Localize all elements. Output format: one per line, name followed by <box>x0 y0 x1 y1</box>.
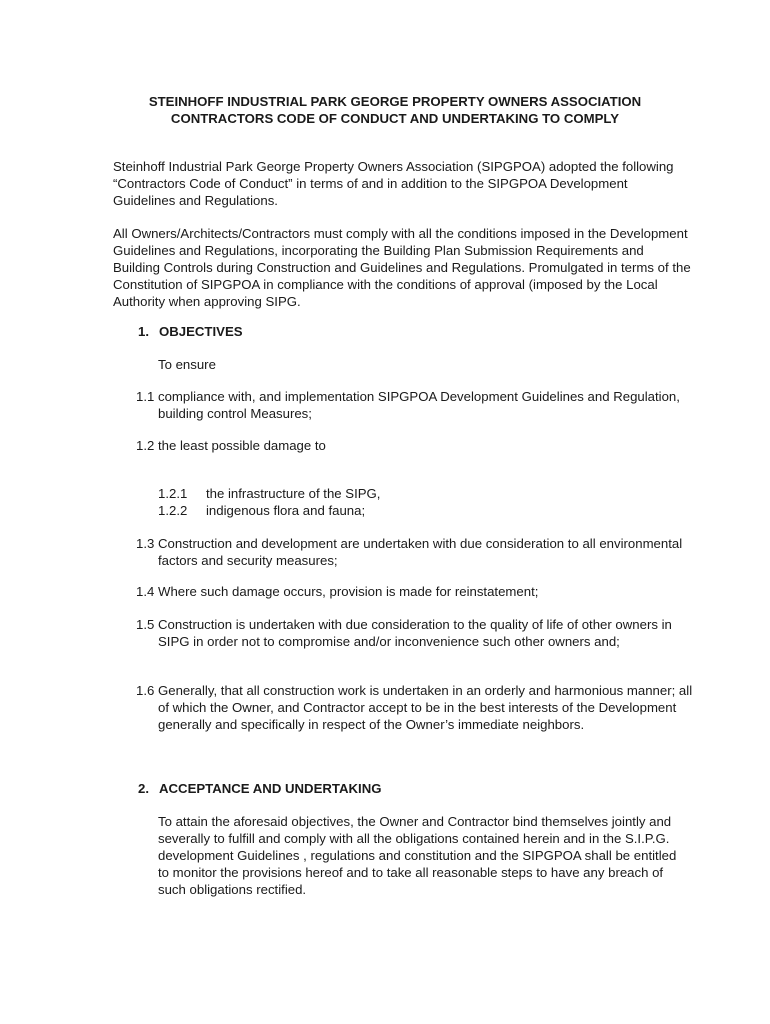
list-item-1-1 <box>136 388 703 422</box>
section-2-body: To attain the aforesaid objectives, the Owner and Contractor bind themselves jointly and severally to fulfill and comply with all the obligations contained herein and in the S.I.P.G. development Guidelines , regulations and constitution and the SIPGPOA shall be entitled to monitor the provisions hereof and to take all reasonable steps to have any breach of such obligations rectified. <box>158 814 677 897</box>
section-2-number: 2. <box>138 781 149 796</box>
list-item-number: 1.3 <box>136 536 155 551</box>
section-1-number: 1. <box>138 324 149 339</box>
list-item-1-6 <box>136 682 703 733</box>
section-1-lead: To ensure <box>158 357 216 372</box>
list-item-text: Construction and development are undertaken with due consideration to all environmental factors and security measures; <box>158 536 683 568</box>
section-2-heading <box>138 780 381 797</box>
list-item-text: Where such damage occurs, provision is made for reinstatement; <box>158 584 539 599</box>
list-item-1-4 <box>136 583 703 600</box>
section-1-title: OBJECTIVES <box>159 324 243 339</box>
sub-item-text: the infrastructure of the SIPG, <box>206 486 381 501</box>
list-item-1-5 <box>136 616 703 650</box>
sub-item-text: indigenous flora and fauna; <box>206 503 366 518</box>
list-item-text: Construction is undertaken with due consideration to the quality of life of other owners in SIPG in order not to compromise and/or inconvenience such other owners and; <box>158 617 672 649</box>
sub-item-number: 1.2.1 <box>158 486 188 501</box>
section-1-heading <box>138 323 243 340</box>
list-item-1-2 <box>136 437 703 454</box>
list-item-text: the least possible damage to <box>158 438 326 453</box>
sub-item-1-2-2 <box>158 502 365 519</box>
list-item-number: 1.1 <box>136 389 155 404</box>
document-title-line-1: STEINHOFF INDUSTRIAL PARK GEORGE PROPERTY OWNERS ASSOCIATION <box>148 94 642 109</box>
compliance-paragraph: All Owners/Architects/Contractors must comply with all the conditions imposed in the Development Guidelines and Regulations, incorporating the Building Plan Submission Requirements and Building Controls during Construction and Guidelines and Regulations. Promulgated in terms of the Constitution of SIPGPOA in compliance with the conditions of approval (imposed by the Local Authority when approving SIPG. <box>113 226 691 309</box>
list-item-number: 1.4 <box>136 584 155 599</box>
document-title-line-2: CONTRACTORS CODE OF CONDUCT AND UNDERTAKING TO COMPLY <box>170 111 620 126</box>
list-item-text: Generally, that all construction work is undertaken in an orderly and harmonious manner; all of which the Owner, and Contractor accept to be in the best interests of the Development generally and specifically in respect of the Owner’s immediate neighbors. <box>158 683 693 732</box>
sub-item-number: 1.2.2 <box>158 503 188 518</box>
list-item-number: 1.6 <box>136 683 155 698</box>
list-item-text: compliance with, and implementation SIPGPOA Development Guidelines and Regulation, building control Measures; <box>158 389 680 421</box>
list-item-number: 1.2 <box>136 438 155 453</box>
list-item-1-3 <box>136 535 703 569</box>
list-item-number: 1.5 <box>136 617 155 632</box>
sub-item-1-2-1 <box>158 485 380 502</box>
intro-paragraph: Steinhoff Industrial Park George Property Owners Association (SIPGPOA) adopted the following “Contractors Code of Conduct” in terms of and in addition to the SIPGPOA Development Guidelines and Regulations. <box>113 159 674 208</box>
section-2-title: ACCEPTANCE AND UNDERTAKING <box>159 781 382 796</box>
